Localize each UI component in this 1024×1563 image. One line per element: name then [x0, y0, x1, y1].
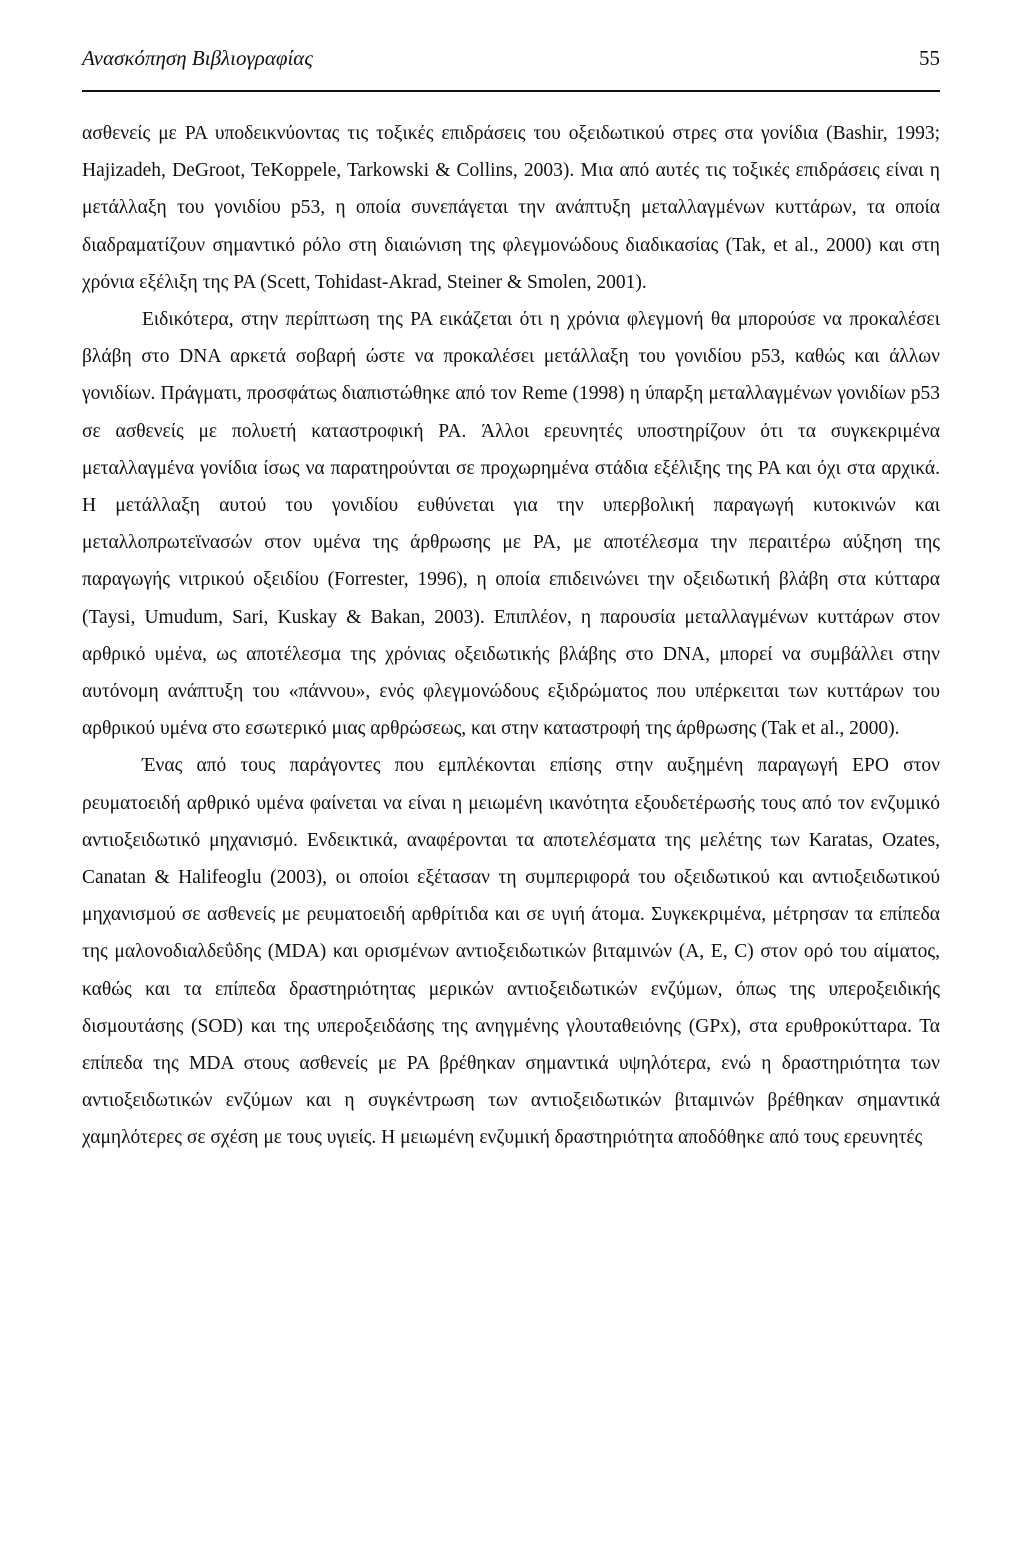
header-rule	[82, 90, 940, 92]
page-header	[82, 42, 940, 82]
running-head-title: Ανασκόπηση Βιβλιογραφίας	[82, 46, 313, 70]
page-number: 55	[919, 46, 940, 70]
paragraph-2: Ειδικότερα, στην περίπτωση της PA εικάζεται ότι η χρόνια φλεγμονή θα μπορούσε να προκαλέσει βλάβη στο DNA αρκετά σοβαρή ώστε να προκαλέσει μετάλλαξη του γονιδίου p53, καθώς και άλλων γονιδίων. Πράγματι, προσφάτως διαπιστώθηκε από τον Reme (1998) η ύπαρξη μεταλλαγμένων γονιδίων p53 σε ασθενείς με πολυετή καταστροφική PA. Άλλοι ερευνητές υποστηρίζουν ότι τα συγκεκριμένα μεταλλαγμένα γονίδια ίσως να παρατηρούνται σε προχωρημένα στάδια εξέλιξης της PA και όχι στα αρχικά. Η μετάλλαξη αυτού του γονιδίου ευθύνεται για την υπερβολική παραγωγή κυτοκινών και μεταλλοπρωτεϊνασών στον υμένα της άρθρωσης με PA, με αποτέλεσμα την περαιτέρω αύξηση της παραγωγής νιτρικού οξειδίου (Forrester, 1996), η οποία επιδεινώνει την οξειδωτική βλάβη στα κύτταρα (Taysi, Umudum, Sari, Kuskay & Bakan, 2003). Επιπλέον, η παρουσία μεταλλαγμένων κυττάρων στον αρθρικό υμένα, ως αποτέλεσμα της χρόνιας οξειδωτικής βλάβης στο DNA, μπορεί να συμβάλλει στην αυτόνομη ανάπτυξη του «πάννου», ενός φλεγμονώδους εξιδρώματος που υπέρκειται των κυττάρων του αρθρικού υμένα στο εσωτερικό μιας αρθρώσεως, και στην καταστροφή της άρθρωσης (Tak et al., 2000).	[82, 309, 940, 740]
body-text	[82, 115, 940, 1157]
paragraph-3: Ένας από τους παράγοντες που εμπλέκονται επίσης στην αυξημένη παραγωγή EPO στον ρευματοειδή αρθρικό υμένα φαίνεται να είναι η μειωμένη ικανότητα εξουδετέρωσής τους από τον ενζυμικό αντιοξειδωτικό μηχανισμό. Ενδεικτικά, αναφέρονται τα αποτελέσματα της μελέτης των Karatas, Ozates, Canatan & Halifeoglu (2003), οι οποίοι εξέτασαν τη συμπεριφορά του οξειδωτικού και αντιοξειδωτικού μηχανισμού σε ασθενείς με ρευματοειδή αρθρίτιδα και σε υγιή άτομα. Συγκεκριμένα, μέτρησαν τα επίπεδα της μαλονοδιαλδεΰδης (MDA) και ορισμένων αντιοξειδωτικών βιταμινών (A, E, C) στον ορό του αίματος, καθώς και τα επίπεδα δραστηριότητας μερικών αντιοξειδωτικών ενζύμων, όπως της υπεροξειδικής δισμουτάσης (SOD) και της υπεροξειδάσης της ανηγμένης γλουταθειόνης (GPx), στα ερυθροκύτταρα. Τα επίπεδα της MDA στους ασθενείς με PA βρέθηκαν σημαντικά υψηλότερα, ενώ η δραστηριότητα των αντιοξειδωτικών ενζύμων και η συγκέντρωση των αντιοξειδωτικών βιταμινών βρέθηκαν σημαντικά χαμηλότερες σε σχέση με τους υγιείς. Η μειωμένη ενζυμική δραστηριότητα αποδόθηκε από τους ερευνητές	[82, 755, 940, 1149]
paragraph-1: ασθενείς με PA υποδεικνύοντας τις τοξικές επιδράσεις του οξειδωτικού στρες στα γονίδια (Bashir, 1993; Hajizadeh, DeGroot, TeKoppele, Tarkowski & Collins, 2003). Μια από αυτές τις τοξικές επιδράσεις είναι η μετάλλαξη του γονιδίου p53, η οποία συνεπάγεται την ανάπτυξη μεταλλαγμένων κυττάρων, τα οποία διαδραματίζουν σημαντικό ρόλο στη διαιώνιση της φλεγμονώδους διαδικασίας (Tak, et al., 2000) και στη χρόνια εξέλιξη της PA (Scett, Tohidast-Akrad, Steiner & Smolen, 2001).	[82, 123, 940, 293]
